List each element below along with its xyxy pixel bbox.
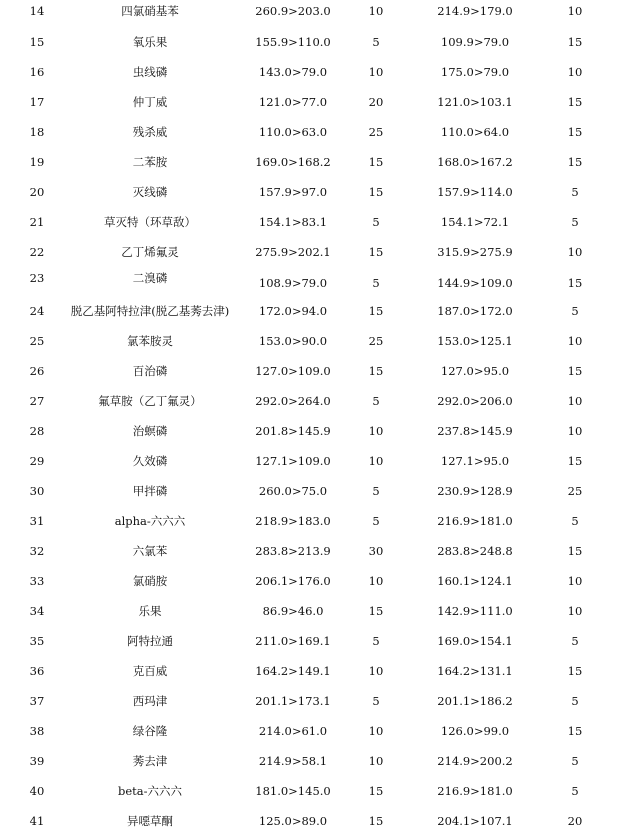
row-number-cell: 32 (29, 544, 45, 558)
row-number-cell: 25 (29, 334, 45, 348)
transition-qual-cell: 283.8>248.8 (437, 544, 513, 558)
table-row (0, 781, 627, 801)
transition-qual-cell: 153.0>125.1 (437, 334, 513, 348)
collision-energy-quant-cell: 15 (368, 604, 384, 618)
table-row (0, 242, 627, 262)
collision-energy-qual-cell: 15 (567, 664, 583, 678)
transition-quant-cell: 121.0>77.0 (258, 95, 328, 109)
table-row (0, 691, 627, 711)
row-number-cell: 26 (29, 364, 45, 378)
collision-energy-qual-cell: 10 (567, 245, 583, 259)
row-number-cell: 14 (29, 4, 45, 18)
collision-energy-qual-cell: 15 (567, 155, 583, 169)
row-number-cell: 35 (29, 634, 45, 648)
collision-energy-qual-cell: 5 (571, 634, 579, 648)
collision-energy-quant-cell: 25 (368, 334, 384, 348)
table-row (0, 541, 627, 561)
table-row (0, 811, 627, 831)
table-row (0, 631, 627, 651)
transition-qual-cell: 144.9>109.0 (437, 276, 513, 290)
transition-quant-cell: 218.9>183.0 (255, 514, 331, 528)
collision-energy-quant-cell: 10 (368, 65, 384, 79)
transition-quant-cell: 292.0>264.0 (255, 394, 331, 408)
transition-qual-cell: 168.0>167.2 (437, 155, 513, 169)
collision-energy-quant-cell: 15 (368, 185, 384, 199)
pesticide-name-cell: 治螟磷 (132, 424, 168, 438)
collision-energy-qual-cell: 15 (567, 125, 583, 139)
row-number-cell: 15 (29, 35, 45, 49)
collision-energy-quant-cell: 15 (368, 155, 384, 169)
transition-qual-cell: 127.1>95.0 (440, 454, 510, 468)
collision-energy-quant-cell: 25 (368, 125, 384, 139)
transition-quant-cell: 214.0>61.0 (258, 724, 328, 738)
pesticide-name-cell: 仲丁威 (132, 95, 168, 109)
pesticide-name-cell: alpha-六六六 (114, 514, 186, 528)
row-number-cell: 28 (29, 424, 45, 438)
pesticide-name-cell: 乙丁烯氟灵 (121, 245, 179, 259)
collision-energy-quant-cell: 15 (368, 814, 384, 828)
transition-quant-cell: 125.0>89.0 (258, 814, 328, 828)
transition-quant-cell: 169.0>168.2 (255, 155, 331, 169)
row-number-cell: 37 (29, 694, 45, 708)
pesticide-name-cell: 六氯苯 (132, 544, 168, 558)
transition-qual-cell: 157.9>114.0 (437, 185, 513, 199)
collision-energy-quant-cell: 5 (372, 694, 380, 708)
table-row (0, 451, 627, 471)
pesticide-name-cell: 西玛津 (132, 694, 168, 708)
table-row (0, 571, 627, 591)
transition-quant-cell: 164.2>149.1 (255, 664, 331, 678)
row-number-cell: 40 (29, 784, 45, 798)
transition-quant-cell: 201.1>173.1 (255, 694, 331, 708)
collision-energy-qual-cell: 25 (567, 484, 583, 498)
table-row (0, 751, 627, 771)
collision-energy-qual-cell: 15 (567, 454, 583, 468)
table-row (0, 331, 627, 351)
transition-quant-cell: 154.1>83.1 (258, 215, 328, 229)
collision-energy-qual-cell: 10 (567, 4, 583, 18)
transition-qual-cell: 175.0>79.0 (440, 65, 510, 79)
collision-energy-quant-cell: 10 (368, 4, 384, 18)
table-row (0, 601, 627, 621)
collision-energy-qual-cell: 15 (567, 544, 583, 558)
row-number-cell: 38 (29, 724, 45, 738)
pesticide-name-cell: 莠去津 (132, 754, 168, 768)
row-number-cell: 30 (29, 484, 45, 498)
collision-energy-qual-cell: 15 (567, 95, 583, 109)
transition-quant-cell: 260.0>75.0 (258, 484, 328, 498)
transition-qual-cell: 230.9>128.9 (437, 484, 513, 498)
collision-energy-qual-cell: 10 (567, 65, 583, 79)
transition-qual-cell: 109.9>79.0 (440, 35, 510, 49)
pesticide-name-cell: 氯硝胺 (132, 574, 168, 588)
transition-quant-cell: 214.9>58.1 (258, 754, 328, 768)
transition-qual-cell: 214.9>179.0 (437, 4, 513, 18)
transition-qual-cell: 126.0>99.0 (440, 724, 510, 738)
row-number-cell: 23 (29, 271, 45, 285)
collision-energy-quant-cell: 10 (368, 424, 384, 438)
row-number-cell: 21 (29, 215, 45, 229)
collision-energy-quant-cell: 5 (372, 394, 380, 408)
row-number-cell: 20 (29, 185, 45, 199)
row-number-cell: 22 (29, 245, 45, 259)
collision-energy-qual-cell: 10 (567, 574, 583, 588)
transition-qual-cell: 127.0>95.0 (440, 364, 510, 378)
transition-quant-cell: 155.9>110.0 (255, 35, 331, 49)
collision-energy-qual-cell: 10 (567, 394, 583, 408)
collision-energy-qual-cell: 5 (571, 694, 579, 708)
transition-qual-cell: 216.9>181.0 (437, 514, 513, 528)
transition-qual-cell: 142.9>111.0 (437, 604, 513, 618)
pesticide-name-cell: 氧乐果 (132, 35, 168, 49)
transition-quant-cell: 275.9>202.1 (255, 245, 331, 259)
transition-quant-cell: 172.0>94.0 (258, 304, 328, 318)
collision-energy-quant-cell: 10 (368, 574, 384, 588)
pesticide-name-cell: 克百威 (132, 664, 168, 678)
transition-qual-cell: 154.1>72.1 (440, 215, 510, 229)
table-row (0, 721, 627, 741)
collision-energy-qual-cell: 5 (571, 215, 579, 229)
collision-energy-qual-cell: 5 (571, 514, 579, 528)
collision-energy-qual-cell: 15 (567, 35, 583, 49)
table-row (0, 661, 627, 681)
transition-qual-cell: 187.0>172.0 (437, 304, 513, 318)
collision-energy-qual-cell: 15 (567, 364, 583, 378)
collision-energy-qual-cell: 15 (567, 276, 583, 290)
collision-energy-quant-cell: 15 (368, 304, 384, 318)
transition-qual-cell: 110.0>64.0 (440, 125, 510, 139)
collision-energy-quant-cell: 10 (368, 664, 384, 678)
pesticide-name-cell: 阿特拉通 (127, 634, 173, 648)
table-row (0, 361, 627, 381)
transition-quant-cell: 153.0>90.0 (258, 334, 328, 348)
collision-energy-qual-cell: 5 (571, 185, 579, 199)
transition-qual-cell: 164.2>131.1 (437, 664, 513, 678)
row-number-cell: 41 (29, 814, 45, 828)
collision-energy-qual-cell: 5 (571, 784, 579, 798)
row-number-cell: 34 (29, 604, 45, 618)
collision-energy-quant-cell: 5 (372, 35, 380, 49)
collision-energy-qual-cell: 5 (571, 304, 579, 318)
transition-qual-cell: 201.1>186.2 (437, 694, 513, 708)
row-number-cell: 18 (29, 125, 45, 139)
collision-energy-qual-cell: 5 (571, 754, 579, 768)
transition-quant-cell: 206.1>176.0 (255, 574, 331, 588)
collision-energy-quant-cell: 10 (368, 724, 384, 738)
collision-energy-qual-cell: 20 (567, 814, 583, 828)
collision-energy-quant-cell: 15 (368, 364, 384, 378)
collision-energy-quant-cell: 5 (372, 276, 380, 290)
transition-quant-cell: 181.0>145.0 (255, 784, 331, 798)
pesticide-name-cell: 乐果 (138, 604, 162, 618)
transition-qual-cell: 204.1>107.1 (437, 814, 513, 828)
transition-quant-cell: 211.0>169.1 (255, 634, 331, 648)
row-number-cell: 27 (29, 394, 45, 408)
transition-quant-cell: 283.8>213.9 (255, 544, 331, 558)
transition-qual-cell: 214.9>200.2 (437, 754, 513, 768)
row-number-cell: 31 (29, 514, 45, 528)
collision-energy-quant-cell: 20 (368, 95, 384, 109)
transition-qual-cell: 169.0>154.1 (437, 634, 513, 648)
collision-energy-quant-cell: 5 (372, 484, 380, 498)
collision-energy-qual-cell: 10 (567, 334, 583, 348)
pesticide-name-cell: 四氯硝基苯 (121, 4, 179, 18)
transition-quant-cell: 260.9>203.0 (255, 4, 331, 18)
pesticide-name-cell: 二苯胺 (132, 155, 168, 169)
pesticide-name-cell: 二溴磷 (132, 271, 168, 285)
pesticide-name-cell: 甲拌磷 (132, 484, 168, 498)
transition-quant-cell: 110.0>63.0 (258, 125, 328, 139)
transition-qual-cell: 237.8>145.9 (437, 424, 513, 438)
transition-qual-cell: 216.9>181.0 (437, 784, 513, 798)
row-number-cell: 17 (29, 95, 45, 109)
pesticide-name-cell: 异噁草酮 (127, 814, 173, 828)
transition-quant-cell: 201.8>145.9 (255, 424, 331, 438)
row-number-cell: 36 (29, 664, 45, 678)
pesticide-name-cell: 草灭特（环草敌） (104, 215, 196, 229)
table-row (0, 481, 627, 501)
transition-qual-cell: 292.0>206.0 (437, 394, 513, 408)
row-number-cell: 19 (29, 155, 45, 169)
collision-energy-quant-cell: 30 (368, 544, 384, 558)
transition-quant-cell: 143.0>79.0 (258, 65, 328, 79)
table-row (0, 122, 627, 142)
table-row (0, 1, 627, 21)
pesticide-name-cell: 虫线磷 (132, 65, 168, 79)
pesticide-name-cell: beta-六六六 (117, 784, 183, 798)
table-row (0, 92, 627, 112)
collision-energy-quant-cell: 10 (368, 454, 384, 468)
row-number-cell: 24 (29, 304, 45, 318)
table-row (0, 152, 627, 172)
transition-qual-cell: 121.0>103.1 (437, 95, 513, 109)
row-number-cell: 29 (29, 454, 45, 468)
collision-energy-qual-cell: 15 (567, 724, 583, 738)
table-row (0, 62, 627, 82)
collision-energy-quant-cell: 15 (368, 245, 384, 259)
pesticide-name-cell: 百治磷 (132, 364, 168, 378)
transition-quant-cell: 127.0>109.0 (255, 364, 331, 378)
collision-energy-qual-cell: 10 (567, 604, 583, 618)
pesticide-name-cell: 脱乙基阿特拉津(脱乙基莠去津) (70, 304, 230, 318)
table-row (0, 391, 627, 411)
collision-energy-qual-cell: 10 (567, 424, 583, 438)
row-number-cell: 16 (29, 65, 45, 79)
pesticide-name-cell: 灭线磷 (132, 185, 168, 199)
table-row (0, 212, 627, 232)
table-row (0, 511, 627, 531)
table-row (0, 301, 627, 321)
transition-qual-cell: 160.1>124.1 (437, 574, 513, 588)
pesticide-name-cell: 氟草胺（乙丁氟灵） (98, 394, 202, 408)
pesticide-name-cell: 残杀威 (132, 125, 168, 139)
row-number-cell: 33 (29, 574, 45, 588)
pesticide-name-cell: 久效磷 (132, 454, 168, 468)
pesticide-name-cell: 氯苯胺灵 (127, 334, 173, 348)
transition-qual-cell: 315.9>275.9 (437, 245, 513, 259)
row-number-cell: 39 (29, 754, 45, 768)
pesticide-name-cell: 绿谷隆 (132, 724, 168, 738)
collision-energy-quant-cell: 5 (372, 514, 380, 528)
transition-quant-cell: 157.9>97.0 (258, 185, 328, 199)
transition-quant-cell: 108.9>79.0 (258, 276, 328, 290)
transition-quant-cell: 86.9>46.0 (262, 604, 324, 618)
collision-energy-quant-cell: 15 (368, 784, 384, 798)
collision-energy-quant-cell: 5 (372, 215, 380, 229)
table-row (0, 271, 627, 295)
table-row (0, 182, 627, 202)
table-row (0, 421, 627, 441)
transition-quant-cell: 127.1>109.0 (255, 454, 331, 468)
table-row (0, 32, 627, 52)
collision-energy-quant-cell: 10 (368, 754, 384, 768)
collision-energy-quant-cell: 5 (372, 634, 380, 648)
